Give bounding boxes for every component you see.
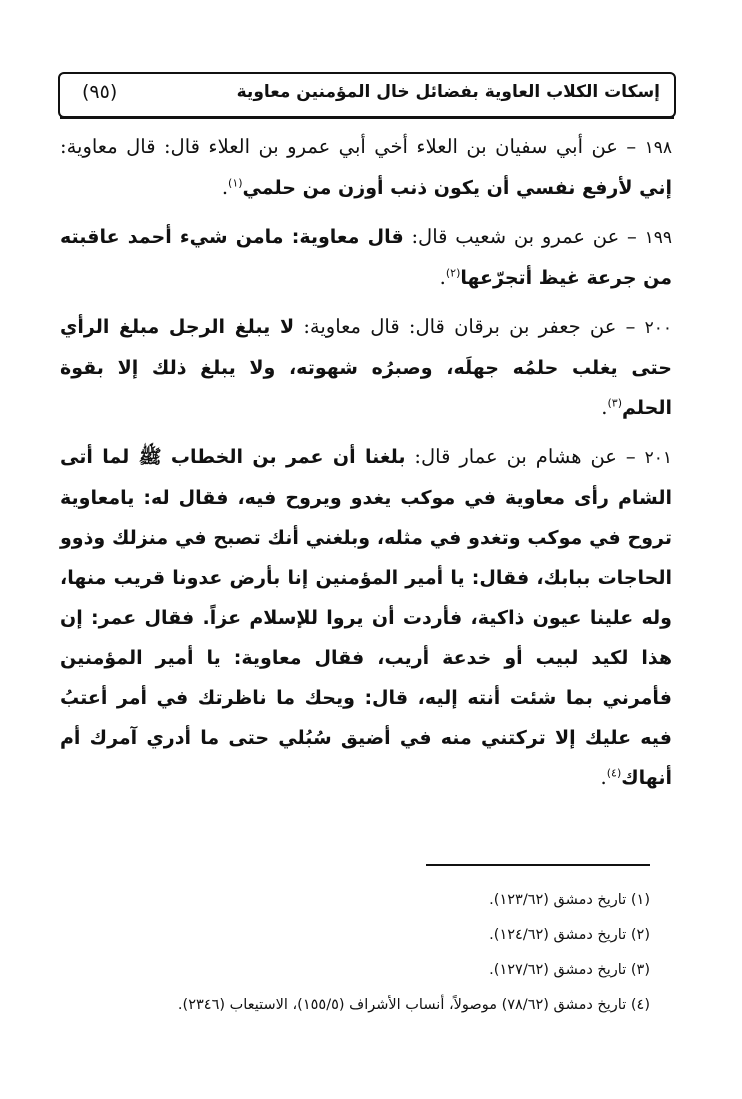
footnote-ref: (١) xyxy=(228,176,243,190)
narration-quote: لا يبلغ الرجل مبلغ الرأي حتى يغلب حلمُه جهلَه، وصبرُه شهوته، ولا يبلغ ذلك إلا بقوة الحلم xyxy=(60,316,672,419)
footnote-item: (١) تاريخ دمشق (١٢٣/٦٢). xyxy=(489,892,650,908)
book-title: إسكات الكلاب العاوية بفضائل خال المؤمنين معاوية xyxy=(236,82,660,102)
narration-quote: بلغنا أن عمر بن الخطاب ﷺ لما أتى الشام رأى معاوية في موكب يغدو ويروح فيه، فقال له: يامعاوية تروح في موكب وتغدو في مثله، وبلغني أنك تصبح في منزلك وذوو الحاجات ببابك، فقال: يا أمير المؤمنين إنا بأرض عدونا قريب منها، وله علينا عيون ذاكية، فأردت أن يروا للإسلام عزاً. فقال عمر: إن هذا لكيد لبيب أو خدعة أريب، فقال معاوية: يا أمير المؤمنين فأمرني بما شئت أنته إليه، قال: ويحك ما ناظرتك في أمر أعتبُ فيه عليك إلا تركتني منه في أضيق سُبُلي حتى ما أدري آمرك أم أنهاك xyxy=(60,446,672,789)
narration-number: ١٩٩ xyxy=(644,228,673,248)
narration-intro: عن هشام بن عمار قال: xyxy=(405,445,617,468)
narration-end: . xyxy=(601,396,608,419)
footnote-item: (٢) تاريخ دمشق (١٢٤/٦٢). xyxy=(489,927,650,943)
main-text xyxy=(60,127,672,807)
narration-number: ١٩٨ xyxy=(644,138,672,158)
footnotes xyxy=(90,883,650,1023)
footnote-ref: (٣) xyxy=(607,396,622,410)
narration-intro: عن أبي سفيان بن العلاء أخي أبي عمرو بن العلاء قال: قال معاوية: xyxy=(60,135,618,158)
narration-end: . xyxy=(600,766,607,789)
narration-number: ٢٠١ xyxy=(644,448,672,468)
narration-198 xyxy=(60,127,672,208)
footnote-item: (٤) تاريخ دمشق (٧٨/٦٢) موصولاً، أنساب الأشراف (١٥٥/٥)، الاستيعاب (٢٣٤٦). xyxy=(177,997,650,1013)
narration-200 xyxy=(60,307,672,428)
narration-end: . xyxy=(221,176,229,199)
narration-intro: عن جعفر بن برقان قال: قال معاوية: xyxy=(294,315,617,338)
narration-quote: إني لأرفع نفسي أن يكون ذنب أوزن من حلمي xyxy=(242,177,672,199)
header-underline xyxy=(60,116,674,119)
footnote-item: (٣) تاريخ دمشق (١٢٧/٦٢). xyxy=(489,962,650,978)
narration-intro: عن عمرو بن شعيب قال: xyxy=(403,225,620,248)
narration-dash: – xyxy=(616,315,645,338)
narration-201 xyxy=(60,437,672,798)
narration-dash: – xyxy=(617,135,645,158)
footnote-separator xyxy=(426,864,650,866)
narration-number: ٢٠٠ xyxy=(644,318,672,338)
running-header xyxy=(58,72,676,118)
narration-quote: قال معاوية: مامن شيء أحمد عاقبته من جرعة غيظ أتجرّعها xyxy=(60,226,672,289)
footnote-ref: (٢) xyxy=(445,266,461,280)
narration-199 xyxy=(60,217,672,298)
narration-dash: – xyxy=(619,225,645,248)
narration-dash: – xyxy=(616,445,645,468)
page-number: (٩٥) xyxy=(82,81,118,103)
narration-end: . xyxy=(439,266,446,289)
footnote-ref: (٤) xyxy=(606,766,622,780)
